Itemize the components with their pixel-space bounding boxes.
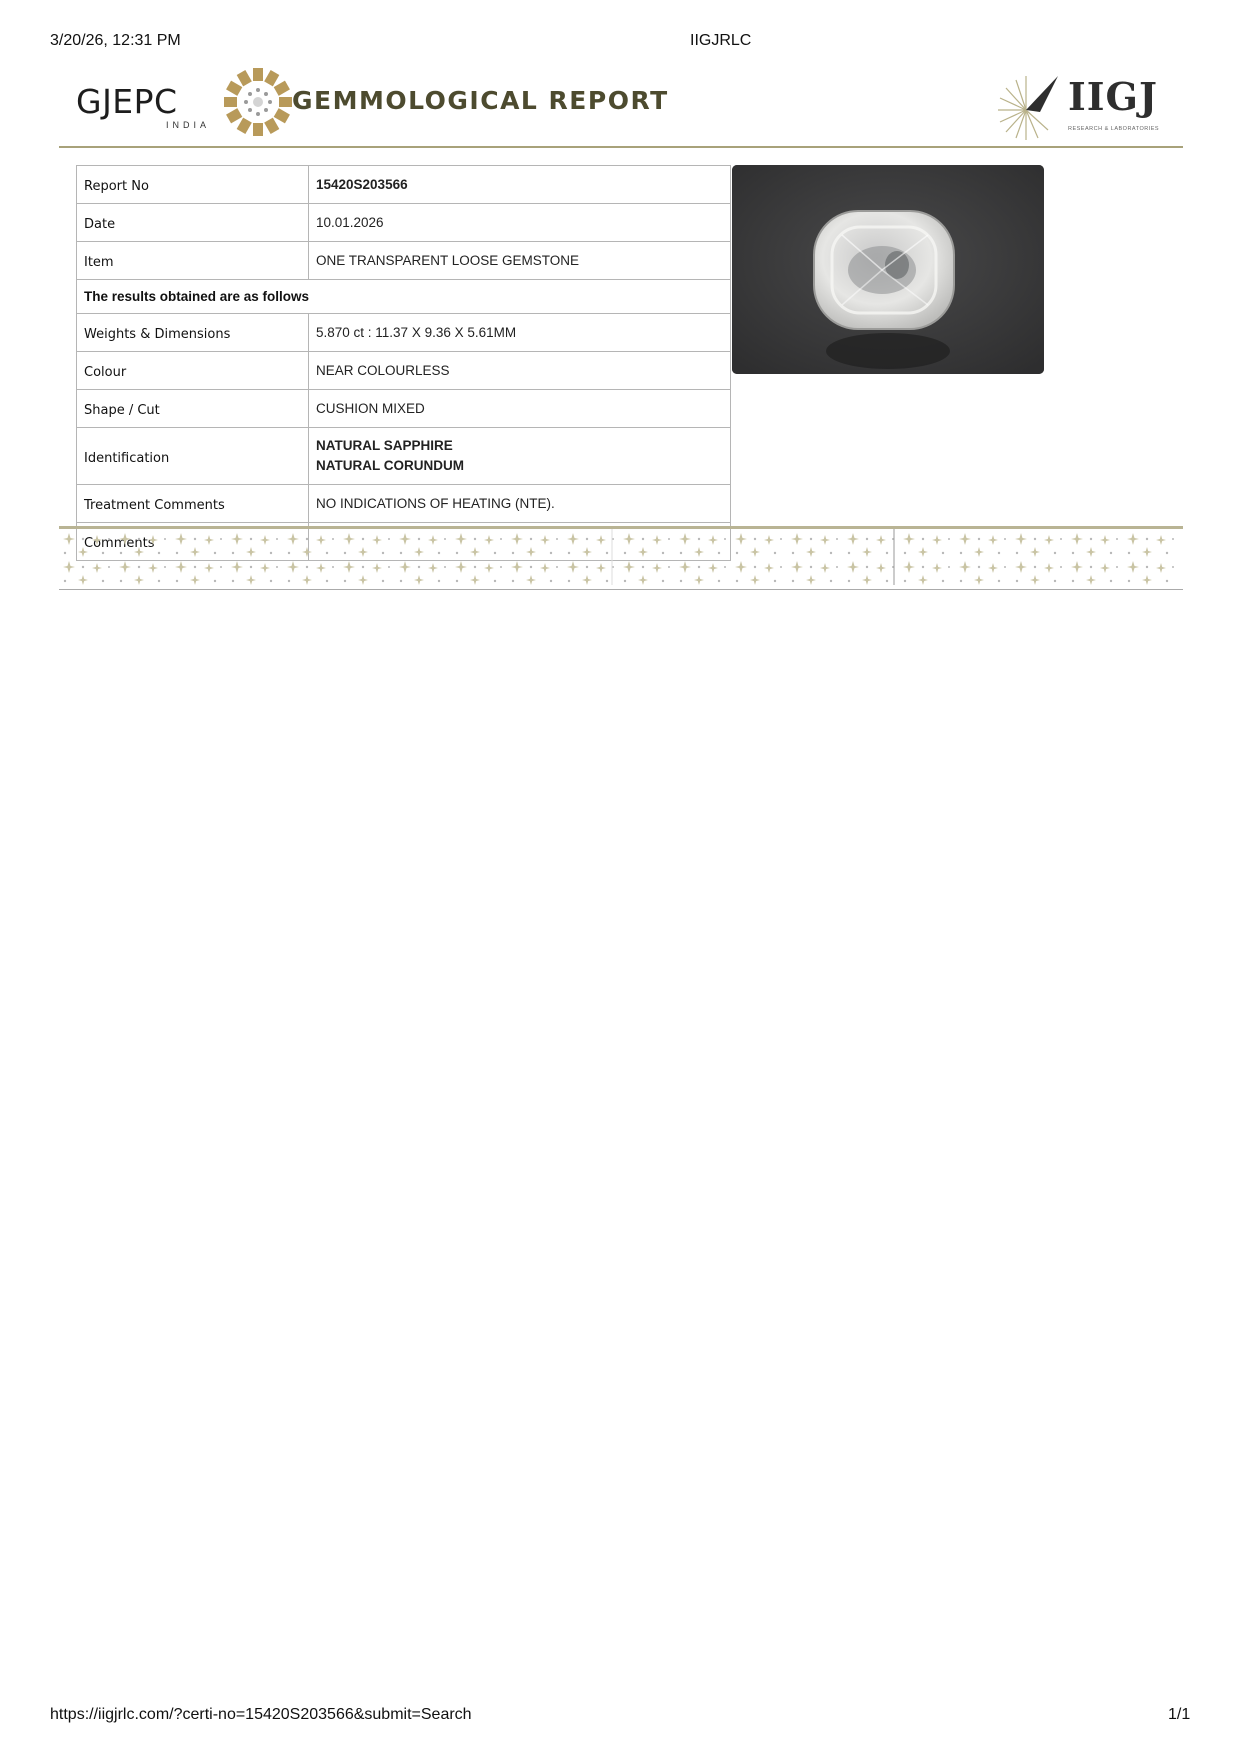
- table-row: [77, 352, 731, 390]
- table-row: [77, 166, 731, 204]
- table-row: [77, 485, 731, 523]
- gjepc-subtitle: INDIA: [166, 120, 211, 130]
- print-page-number: 1/1: [1168, 1706, 1191, 1723]
- treatment-label: Treatment Comments: [77, 485, 309, 523]
- shape-value: CUSHION MIXED: [309, 390, 731, 428]
- date-value: 10.01.2026: [309, 204, 731, 242]
- item-label: Item: [77, 242, 309, 280]
- report-no-label: Report No: [77, 166, 309, 204]
- iigj-wordmark: IIGJ: [1068, 74, 1158, 119]
- gemstone-photo: [732, 165, 1044, 374]
- identification-label: Identification: [77, 428, 309, 485]
- table-row: [77, 280, 731, 314]
- report-header: [58, 58, 1182, 148]
- identification-line-2: NATURAL CORUNDUM: [316, 458, 464, 473]
- weights-value: 5.870 ct : 11.37 X 9.36 X 5.61MM: [309, 314, 731, 352]
- gjepc-wordmark: GJEPC: [76, 82, 178, 121]
- starburst-icon: [996, 72, 1064, 140]
- table-row: [77, 314, 731, 352]
- decorative-pattern-band: [59, 526, 1183, 590]
- print-datetime: 3/20/26, 12:31 PM: [50, 32, 181, 49]
- gjepc-logo: [76, 66, 296, 146]
- print-page-title: IIGJRLC: [690, 32, 752, 49]
- date-label: Date: [77, 204, 309, 242]
- gjepc-emblem-icon: [222, 66, 294, 138]
- treatment-value: NO INDICATIONS OF HEATING (NTE).: [309, 485, 731, 523]
- results-heading: The results obtained are as follows: [77, 280, 731, 314]
- identification-line-1: NATURAL SAPPHIRE: [316, 438, 453, 453]
- table-row: [77, 390, 731, 428]
- identification-value: [309, 428, 731, 485]
- weights-label: Weights & Dimensions: [77, 314, 309, 352]
- colour-value: NEAR COLOURLESS: [309, 352, 731, 390]
- header-divider: [59, 146, 1183, 148]
- report-details-table: [76, 165, 731, 561]
- table-row: [77, 204, 731, 242]
- gemstone-image-icon: [732, 165, 1044, 374]
- iigj-subtitle: RESEARCH & LABORATORIES: [1068, 126, 1160, 132]
- report-no-value: 15420S203566: [309, 166, 731, 204]
- table-row: [77, 242, 731, 280]
- item-value: ONE TRANSPARENT LOOSE GEMSTONE: [309, 242, 731, 280]
- sparkle-pattern-icon: [59, 529, 1183, 585]
- shape-label: Shape / Cut: [77, 390, 309, 428]
- table-row: [77, 428, 731, 485]
- page-title: GEMMOLOGICAL REPORT: [292, 86, 669, 115]
- print-footer-url: https://iigjrlc.com/?certi-no=15420S203566&submit=Search: [50, 1706, 472, 1723]
- iigj-logo: [996, 68, 1176, 144]
- colour-label: Colour: [77, 352, 309, 390]
